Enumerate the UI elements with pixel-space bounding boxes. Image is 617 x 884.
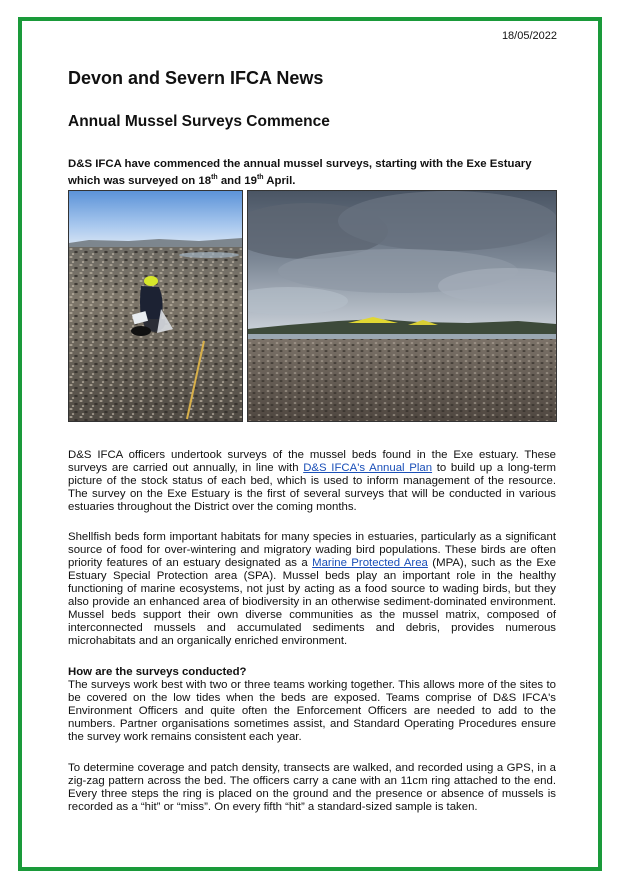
- intro-paragraph: D&S IFCA have commenced the annual mussel surveys, starting with the Exe Estuary which was surveyed on 18th and 19th April.: [68, 158, 532, 187]
- date-label: 18/05/2022: [501, 30, 557, 42]
- article-title: Annual Mussel Surveys Commence: [68, 113, 330, 130]
- newsletter-title: Devon and Severn IFCA News: [68, 68, 324, 88]
- marine-protected-area-link[interactable]: Marine Protected Area: [312, 557, 428, 570]
- paragraph-survey-method: How are the surveys conducted? The surveys work best with two or three teams working together. This allows more of the sites to be covered on the low tides when the beds are exposed. Teams comprise of D&S IFCA's Environment Officers and quite often the Enforcement Officers are needed to add to the numbers. Partner organisations sometimes assist, and Standard Operating Procedures ensure the survey work remains consistent each year.: [68, 666, 556, 744]
- paragraph-habitats: Shellfish beds form important habitats for many species in estuaries, particularly as a significant source of food for over-wintering and migratory wading bird populations. These birds are often priority features of an estuary designated as a Marine Protected Area (MPA), such as the Exe Estuary Special Protection area (SPA). Mussel beds play an important role in the healthy functioning of marine ecosystems, not just by acting as a food source to wading birds, but they also provide an enhanced area of biodiversity in an otherwise sediment-dominated environment. Mussel beds support their own diverse communities as the mussel matrix, composed of interconnected mussels and accumulated sediments and debris, provides numerous microhabitats and an organically enriched environment.: [68, 531, 556, 648]
- estuary-landscape-photo: [247, 190, 557, 422]
- survey-officer-photo: [68, 190, 243, 422]
- paragraph-annual-plan: D&S IFCA officers undertook surveys of the mussel beds found in the Exe estuary. These surveys are carried out annually, in line with D&S IFCA's Annual Plan to build up a long-term picture of the stock status of each bed, which is used to inform management of the resource. The survey on the Exe Estuary is the first of several surveys that will be conducted in various estuaries throughout the District over the coming months.: [68, 449, 556, 514]
- paragraph-transects: To determine coverage and patch density, transects are walked, and recorded using a GPS, in a zig-zag pattern across the bed. The officers carry a cane with an 11cm ring attached to the end. Every three steps the ring is placed on the ground and the presence or absence of mussels is recorded as a “hit” or “miss”. On every fifth “hit” a standard-sized sample is taken.: [68, 762, 556, 814]
- annual-plan-link[interactable]: D&S IFCA's Annual Plan: [303, 462, 433, 475]
- section-heading: How are the surveys conducted?: [68, 666, 247, 678]
